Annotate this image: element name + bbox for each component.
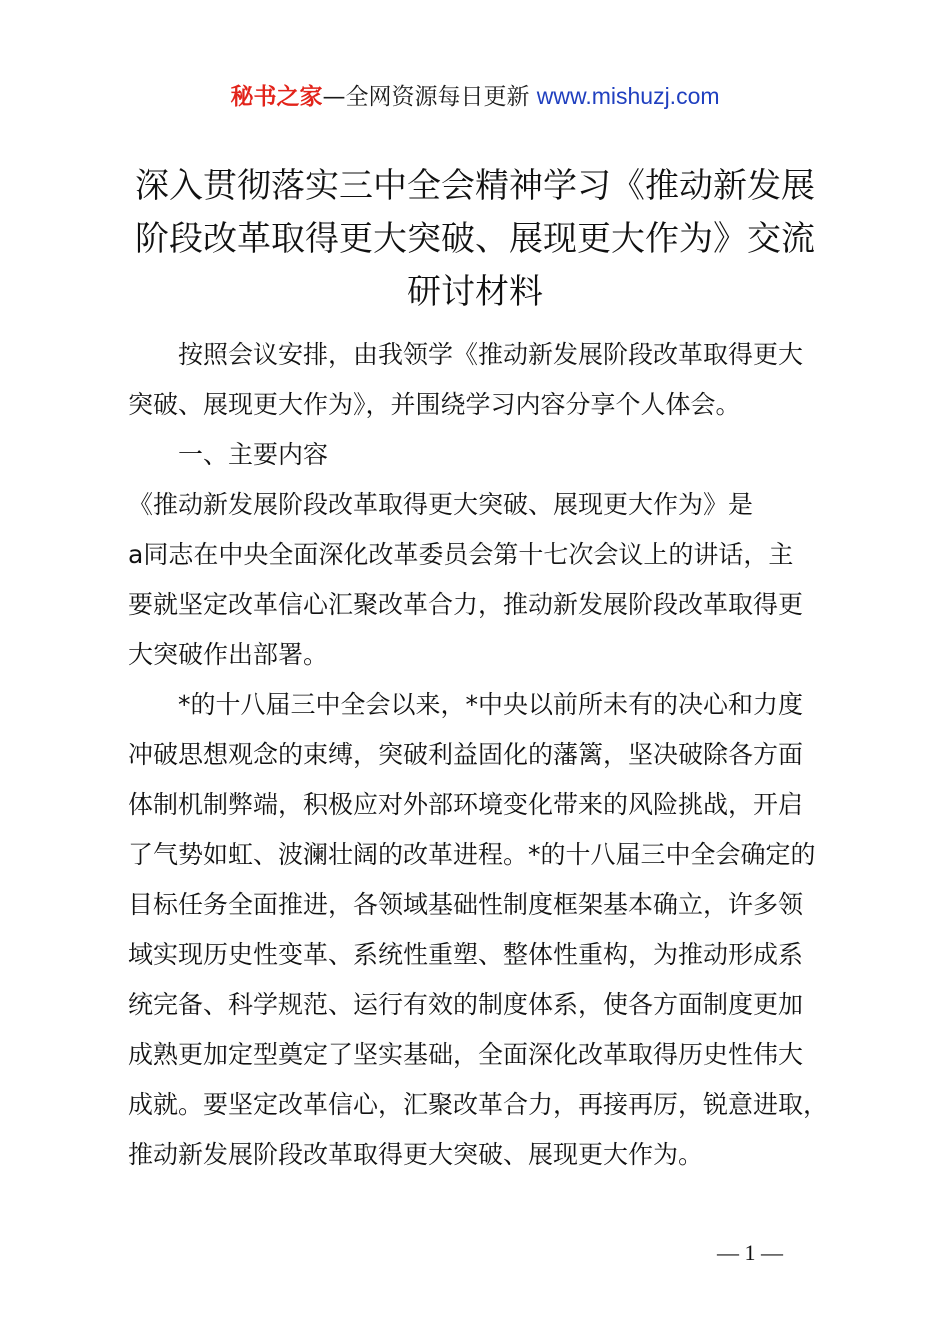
text-line: 成就。要坚定改革信心，汇聚改革合力，再接再厉，锐意进取， [128, 1090, 829, 1119]
site-header [0, 80, 950, 113]
text-line: 一、主要内容 [178, 440, 329, 469]
text-line: 体制机制弊端，积极应对外部环境变化带来的风险挑战，开启 [128, 790, 804, 819]
text-line: 按照会议安排，由我领学《推动新发展阶段改革取得更大 [178, 340, 804, 369]
text-line: 域实现历史性变革、系统性重塑、整体性重构，为推动形成系 [128, 940, 804, 969]
site-url-link[interactable]: www.mishuzj.com [536, 83, 720, 109]
title-line: 阶段改革取得更大突破、展现更大作为》交流 [135, 219, 815, 259]
document-title [100, 160, 850, 319]
section-heading [128, 430, 868, 480]
text-line: 推动新发展阶段改革取得更大突破、展现更大作为。 [128, 1140, 704, 1169]
text-line: 要就坚定改革信心汇聚改革合力，推动新发展阶段改革取得更 [128, 590, 804, 619]
text-line: 《推动新发展阶段改革取得更大突破、展现更大作为》是 [128, 490, 754, 519]
text-line: 大突破作出部署。 [128, 640, 329, 669]
text-line: a同志在中央全面深化改革委员会第十七次会议上的讲话，主 [128, 540, 794, 569]
text-line: 突破、展现更大作为》，并围绕学习内容分享个人体会。 [128, 390, 741, 419]
site-brand: 秘书之家 [230, 84, 323, 110]
text-line: 了气势如虹、波澜壮阔的改革进程。*的十八届三中全会确定的 [128, 840, 816, 869]
title-line: 研讨材料 [407, 272, 543, 312]
paragraph-summary [128, 480, 868, 680]
text-line: *的十八届三中全会以来，*中央以前所未有的决心和力度 [178, 690, 804, 719]
document-body [128, 330, 868, 1180]
page-number: — 1 — [717, 1240, 783, 1265]
title-line: 深入贯彻落实三中全会精神学习《推动新发展 [135, 166, 815, 206]
text-line: 成熟更加定型奠定了坚实基础，全面深化改革取得历史性伟大 [128, 1040, 804, 1069]
text-line: 目标任务全面推进，各领域基础性制度框架基本确立，许多领 [128, 890, 804, 919]
paragraph-reform-progress [128, 680, 868, 1180]
site-slogan: —全网资源每日更新 [322, 84, 537, 110]
text-line: 统完备、科学规范、运行有效的制度体系，使各方面制度更加 [128, 990, 804, 1019]
paragraph-intro [128, 330, 868, 430]
text-line: 冲破思想观念的束缚，突破利益固化的藩篱，坚决破除各方面 [128, 740, 804, 769]
